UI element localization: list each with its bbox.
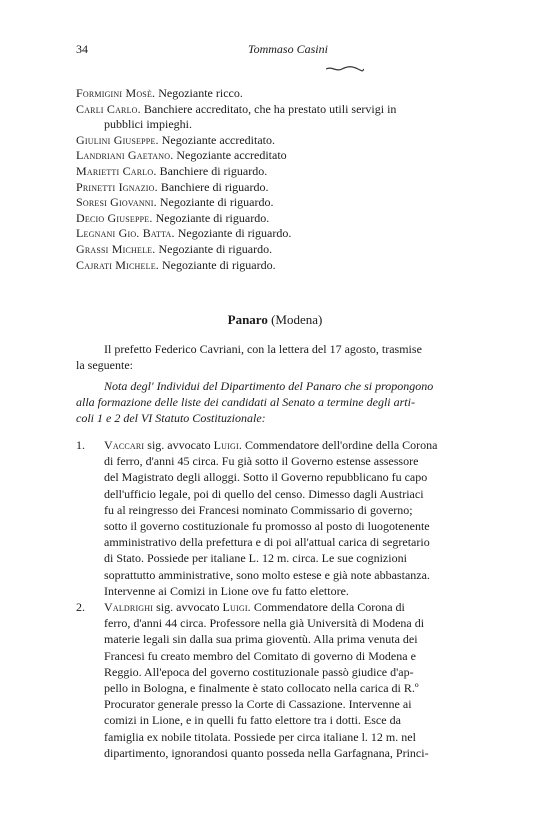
entry-title: sig. avvocato [153, 600, 223, 615]
entry-given-name: Luigi. [222, 600, 251, 615]
entry-line: dell'ufficio legale, poi di quello del censo. Dimesso dagli Austriaci [104, 486, 424, 501]
entry-line: Procurator generale presso la Corte di Cassazione. Intervenne ai [104, 697, 412, 712]
list-item [76, 226, 526, 242]
entry-first-line [104, 599, 526, 615]
entry-number: 1. [76, 438, 85, 452]
person-name: Prinetti Ignazio. [76, 179, 158, 194]
section-heading [0, 312, 550, 328]
person-description: Negoziante accreditato. [158, 132, 276, 147]
person-description: Negoziante ricco. [155, 86, 243, 100]
entry-number: 2. [76, 600, 85, 615]
entry-line: famiglia ex nobile titolata. Possiede per circa italiane l. 12 m. nel [104, 729, 416, 744]
entry-line: fu al reingresso dei Francesi nominato Commissario di governo; [104, 502, 413, 517]
person-description: Negoziante di riguardo. [158, 257, 276, 272]
entry-line: pello in Bologna, e finalmente è stato collocato nella carica di R.º [104, 681, 419, 696]
person-description: Negoziante di riguardo. [152, 210, 270, 225]
intro-line: la seguente: [76, 358, 133, 372]
person-description: Banchiere accreditato, che ha prestato utili servigi in [140, 101, 397, 116]
person-description: Negoziante di riguardo. [156, 195, 274, 210]
person-name: Marietti Carlo. [76, 163, 157, 178]
list-item [76, 164, 526, 180]
person-name: Decio Giuseppe. [76, 210, 153, 225]
numbered-entry [76, 437, 526, 599]
person-name: Landriani Gaetano. [76, 148, 174, 163]
entry-first-line [104, 437, 526, 453]
entry-line: Intervenne ai Comizi in Lione ove fu fatto elettore. [104, 583, 349, 598]
entry-line: comizi in Lione, e in quelli fu fatto elettore tra i dotti. Esce da [104, 713, 401, 728]
person-name: Formigini Mosè. [76, 86, 156, 100]
list-item [76, 195, 526, 211]
numbered-entry [76, 599, 526, 761]
entry-line: materie legali sin dalla sua prima gioventù. Alla prima venuta dei [104, 632, 418, 647]
entry-line: soprattutto amministrative, sono molto estese e già note abbastanza. [104, 567, 430, 582]
page-number: 34 [76, 42, 88, 56]
entry-line: dipartimento, ignorandosi quanto posseda nella Garfagnana, Princi- [104, 745, 429, 760]
person-description: Banchiere di riguardo. [156, 163, 268, 178]
person-name: Giulini Giuseppe. [76, 132, 159, 147]
nota-line: alla formazione delle liste dei candidati al Senato a termine degli arti- [76, 395, 415, 409]
person-description: Negoziante di riguardo. [155, 241, 273, 256]
list-item [76, 102, 526, 118]
list-item [76, 180, 526, 196]
entry-line: amministrativo della prefettura e di poi all'attual carica di segretario [104, 535, 430, 550]
section-title: Panaro [227, 312, 268, 327]
list-item [76, 258, 526, 274]
names-list [76, 86, 526, 273]
intro-paragraph [76, 341, 526, 373]
ornament-flourish [326, 66, 364, 72]
intro-line: Il prefetto Federico Cavriani, con la lettera del 17 agosto, trasmise [104, 342, 422, 356]
section-subtitle: (Modena) [267, 312, 323, 327]
entry-given-name: Luigi. [213, 438, 243, 452]
nota-paragraph [76, 378, 526, 426]
nota-line: Nota degl' Individui del Dipartimento del Panaro che si propongono [104, 379, 434, 393]
list-item [76, 86, 526, 102]
list-item [76, 242, 526, 258]
person-name: Soresi Giovanni. [76, 195, 157, 210]
entry-line: Reggio. All'epoca del governo costituzionale passò giudice d'ap- [104, 664, 414, 679]
person-name: Legnani Gio. Batta. [76, 226, 175, 241]
entry-title: sig. avvocato [144, 438, 214, 452]
entry-line: ferro, d'anni 44 circa. Professore nella già Università di Modena di [104, 616, 425, 631]
entry-first-text: Commendatore dell'ordine della Corona [242, 438, 438, 452]
person-description: Banchiere di riguardo. [157, 179, 269, 194]
list-item [76, 148, 526, 164]
page-header [76, 42, 510, 58]
person-description: Negoziante accreditato [173, 148, 287, 163]
person-name: Grassi Michele. [76, 241, 156, 256]
list-item [76, 211, 526, 227]
nota-line: coli 1 e 2 del VI Statuto Costituzionale: [76, 411, 266, 425]
entry-line: del Magistrato degli alloggi. Sotto il Governo repubblicano fu capo [104, 470, 428, 485]
person-name: Carli Carlo. [76, 101, 141, 116]
entry-line: Francesi fu creato membro del Comitato di governo di Modena e [104, 648, 416, 663]
list-item-continuation: pubblici impieghi. [104, 117, 192, 132]
entry-surname: Vaccari [104, 438, 145, 452]
entry-line: di Stato. Possiede per italiane L. 12 m. circa. Le sue cognizioni [104, 551, 407, 566]
list-item [76, 133, 526, 149]
entry-first-text: Commendatore della Corona di [250, 600, 405, 615]
entry-line: sotto il governo costituzionale fu promosso al posto di luogotenente [104, 519, 430, 534]
entry-line: di ferro, d'anni 45 circa. Fu già sotto il Governo estense assessore [104, 454, 419, 469]
person-name: Cajrati Michele. [76, 257, 159, 272]
person-description: Negoziante di riguardo. [174, 226, 292, 241]
running-title: Tommaso Casini [248, 42, 328, 56]
entry-surname: Valdrighi [104, 600, 154, 615]
numbered-entries [76, 437, 526, 761]
